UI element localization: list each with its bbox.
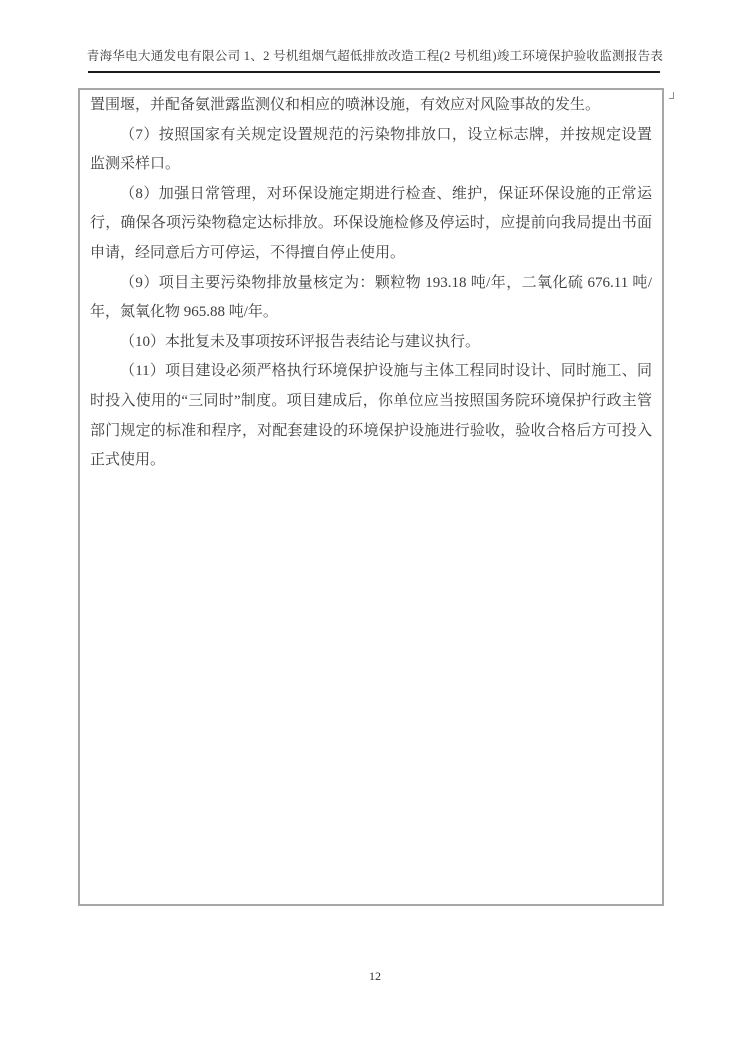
- paragraph-item-9: （9）项目主要污染物排放量核定为：颗粒物 193.18 吨/年，二氧化硫 676.11 吨/年，氮氧化物 965.88 吨/年。: [90, 274, 652, 321]
- paragraph-item-7: （7）按照国家有关规定设置规范的污染物排放口，设立标志牌，并按规定设置监测采样口。: [90, 126, 652, 173]
- report-table-cell: [78, 88, 664, 906]
- paragraph-item-10: （10）本批复未及事项按环评报告表结论与建议执行。: [120, 333, 481, 350]
- document-header-title: 青海华电大通发电有限公司 1、2 号机组烟气超低排放改造工程(2 号机组)竣工环境保护验收监测报告表: [86, 49, 664, 63]
- paragraph-item-11: （11）项目建设必须严格执行环境保护设施与主体工程同时设计、同时施工、同时投入使用的“三同时”制度。项目建成后，你单位应当按照国务院环境保护行政主管部门规定的标准和程序，对配套建设的环境保护设施进行验收，验收合格后方可投入正式使用。: [90, 363, 652, 469]
- paragraph-continuation: 置围堰，并配备氨泄露监测仪和相应的喷淋设施，有效应对风险事故的发生。: [90, 97, 601, 113]
- page-number: 12: [369, 969, 381, 983]
- header-divider-rule: [88, 71, 660, 73]
- report-text-block: [80, 90, 662, 476]
- paragraph-item-8: （8）加强日常管理，对环保设施定期进行检查、维护，保证环保设施的正常运行，确保各项污染物稳定达标排放。环保设施检修及停运时，应提前向我局提出书面申请，经同意后方可停运，不得擅自停止使用。: [90, 185, 652, 261]
- table-cell-end-marker: [669, 92, 674, 99]
